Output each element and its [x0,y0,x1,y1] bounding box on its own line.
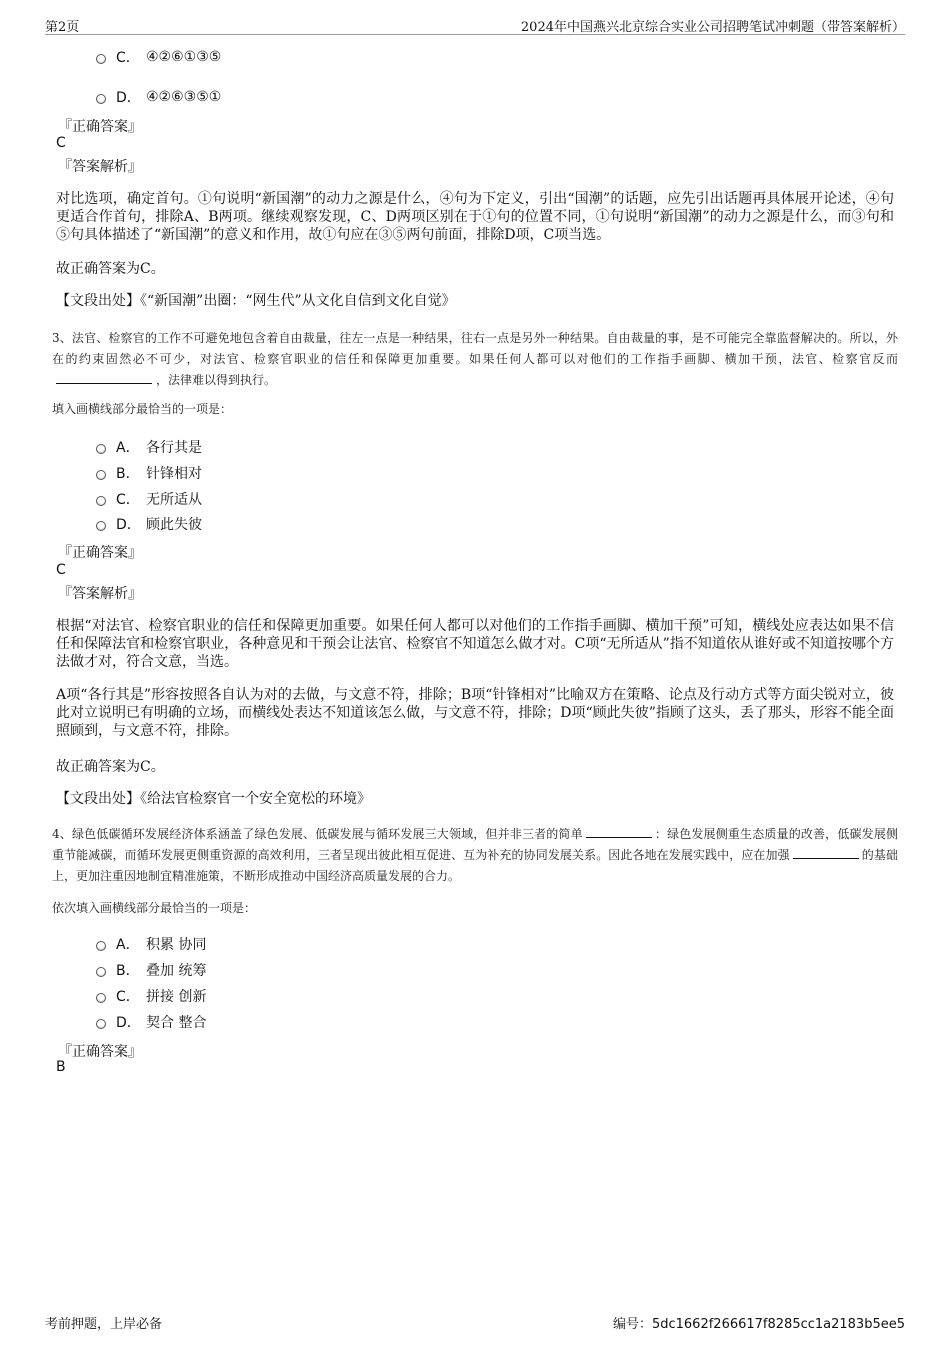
q2-analysis-label: 『答案解析』 [58,159,142,175]
q3-answer-label: 『正确答案』 [58,545,142,561]
radio-icon[interactable] [96,1019,106,1029]
q2-answer-label: 『正确答案』 [58,119,142,135]
q3-option-a[interactable]: A． 各行其是 [96,437,202,457]
footer-slogan: 考前押题，上岸必备 [45,1317,163,1332]
q2-conclusion: 故正确答案为C。 [56,261,165,277]
q4-prompt: 依次填入画横线部分最恰当的一项是： [52,901,257,915]
q2-answer: C [56,135,66,151]
q3-option-c[interactable]: C． 无所适从 [96,489,202,509]
fill-blank [586,825,652,838]
page-header [45,14,905,35]
q3-analysis-label: 『答案解析』 [58,586,142,602]
q2-analysis: 对比选项，确定首句。①句说明“新国潮”的动力之源是什么，④句为下定义，引出“国潮”的话题，应先引出话题再具体展开论述，④句更适合作首句，排除A、B两项。继续观察发现，C、D两项区别在于①句的位置不同，①句说明“新国潮”的动力之源是什么，而③句和⑤句具体描述了“新国潮”的意义和作用，故①句应在③⑤两句前面，排除D项，C项当选。 [56,191,894,243]
q4-option-a[interactable]: A． 积累 协同 [96,934,206,954]
q3-option-b[interactable]: B． 针锋相对 [96,463,202,483]
q4-stem: 4、绿色低碳循环发展经济体系涵盖了绿色发展、低碳发展与循环发展三大领域，但并非三者的简单 ：绿色发展侧重生态质量的改善，低碳发展侧重节能减碳，而循环发展更侧重资源的高效利用，三者呈现出彼此相互促进、互为补充的协同发展关系。因此各地在发展实践中，应在加强 的基础上，更加注重因地制宜精准施策，不断形成推动中国经济高质量发展的合力。 [52,827,898,883]
fill-blank [793,846,859,859]
q2-option-d[interactable]: D． ④②⑥③⑤① [96,87,221,107]
radio-icon[interactable] [96,94,106,104]
q4-answer-label: 『正确答案』 [58,1044,142,1060]
radio-icon[interactable] [96,967,106,977]
q3-prompt: 填入画横线部分最恰当的一项是： [52,402,233,416]
document-code: 编号：5dc1662f266617f8285cc1a2183b5ee5 [612,1317,905,1332]
q4-option-d[interactable]: D． 契合 整合 [96,1012,206,1032]
q4-answer: B [56,1059,66,1075]
q3-answer: C [56,562,66,578]
q3-stem: 3、法官、检察官的工作不可避免地包含着自由裁量，往左一点是一种结果，往右一点是另外一种结果。自由裁量的事，是不可能完全靠监督解决的。所以，外在的约束固然必不可少，对法官、检察官职业的信任和保障更加重要。如果任何人都可以对他们的工作指手画脚、横加干预，法官、检察官反而，法律难以得到执行。 [52,331,898,387]
document-title: 2024年中国燕兴北京综合实业公司招聘笔试冲刺题（带答案解析） [520,20,905,35]
fill-blank [56,371,152,384]
q3-conclusion: 故正确答案为C。 [56,759,165,775]
q3-analysis-1: 根据“对法官、检察官职业的信任和保障更加重要。如果任何人都可以对他们的工作指手画脚、横加干预”可知，横线处应表达如果不信任和保障法官和检察官职业，各种意见和干预会让法官、检察官不知道怎么做才对。C项“无所适从”指不知道依从谁好或不知道按哪个方法做才对，符合文意，当选。 [56,618,894,670]
radio-icon[interactable] [96,941,106,951]
radio-icon[interactable] [96,496,106,506]
q3-option-d[interactable]: D． 顾此失彼 [96,514,202,534]
q2-source: 【文段出处】《“新国潮”出圈：“网生代”从文化自信到文化自觉》 [56,293,456,309]
q3-analysis-2: A项“各行其是”形容按照各自认为对的去做，与文意不符，排除；B项“针锋相对”比喻双方在策略、论点及行动方式等方面尖锐对立，彼此对立说明已有明确的立场，而横线处表达不知道该怎么做，与文意不符，排除；D项“顾此失彼”指顾了这头，丢了那头，形容不能全面照顾到，与文意不符，排除。 [56,687,894,739]
radio-icon[interactable] [96,54,106,64]
radio-icon[interactable] [96,470,106,480]
radio-icon[interactable] [96,521,106,531]
page-number: 第2页 [45,20,80,35]
q2-option-c[interactable]: C． ④②⑥①③⑤ [96,47,221,67]
radio-icon[interactable] [96,444,106,454]
q4-option-b[interactable]: B． 叠加 统筹 [96,960,206,980]
q4-option-c[interactable]: C． 拼接 创新 [96,986,206,1006]
radio-icon[interactable] [96,993,106,1003]
q3-source: 【文段出处】《给法官检察官一个安全宽松的环境》 [56,791,371,807]
